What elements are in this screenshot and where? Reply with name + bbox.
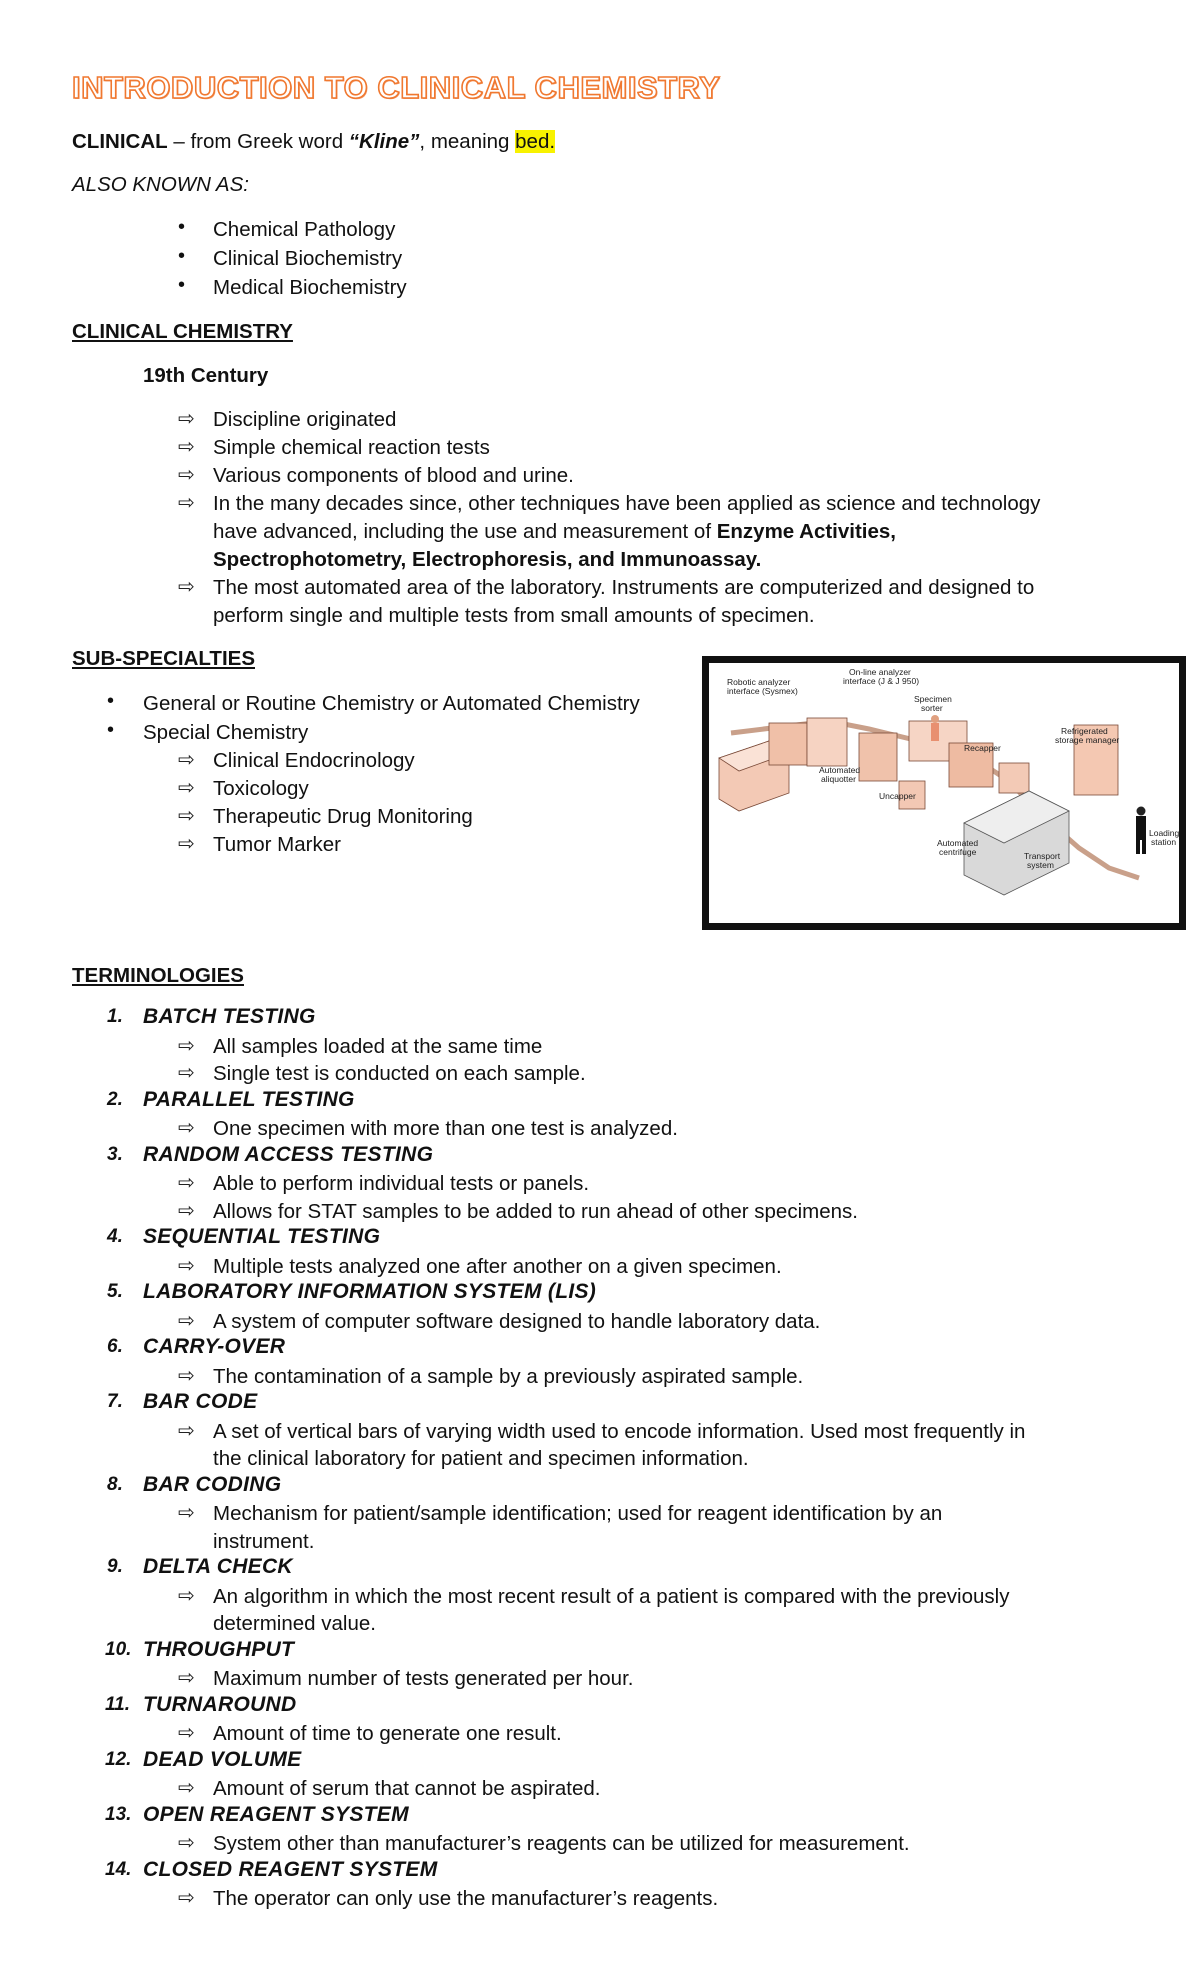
arrow-icon: ⇨ [178, 492, 195, 514]
arrow-icon: ⇨ [178, 1722, 195, 1744]
term-definition: Mechanism for patient/sample identification; used for reagent identification by an [213, 1502, 943, 1525]
term-number: 5. [107, 1281, 123, 1302]
term-number: 1. [107, 1006, 123, 1027]
term-definition: Maximum number of tests generated per hour. [213, 1667, 634, 1690]
term-name: SEQUENTIAL TESTING [143, 1225, 381, 1248]
term-definition-continued: instrument. [213, 1529, 315, 1553]
cc-point: Simple chemical reaction tests [213, 436, 490, 459]
term-definition: A set of vertical bars of varying width used to encode information. Used most frequently in [213, 1419, 1026, 1443]
term-number: 7. [107, 1391, 123, 1412]
arrow-icon: ⇨ [178, 1199, 195, 1222]
lab-automation-figure [702, 656, 1186, 930]
arrow-icon: ⇨ [178, 576, 195, 598]
term-name: TURNAROUND [143, 1692, 297, 1716]
arrow-icon: ⇨ [178, 1832, 195, 1854]
figure-label: sorter [921, 703, 943, 713]
term-name: BAR CODING [143, 1472, 282, 1496]
subspecialty-item: Special Chemistry [143, 721, 309, 744]
kline-word: “Kline” [348, 130, 420, 153]
term-definition: Able to perform individual tests or panels. [213, 1172, 590, 1195]
arrow-icon: ⇨ [178, 436, 195, 458]
figure-label: aliquotter [821, 774, 856, 784]
term-number: 6. [107, 1336, 123, 1357]
page-title: INTRODUCTION TO CLINICAL CHEMISTRY [72, 70, 721, 105]
term-name: DEAD VOLUME [143, 1747, 302, 1771]
figure-label: Specimen [914, 694, 952, 704]
term-number: 3. [107, 1143, 123, 1165]
cc-point: In the many decades since, other techniques have been applied as science and technology [213, 492, 1041, 515]
term-name: RANDOM ACCESS TESTING [143, 1142, 434, 1166]
figure-label: station [1151, 837, 1177, 847]
aka-label: ALSO KNOWN AS: [72, 173, 249, 196]
cc-point: The most automated area of the laboratory. Instruments are computerized and designed to [213, 576, 1035, 599]
bullet-icon: • [178, 216, 186, 238]
term-number: 8. [107, 1473, 123, 1495]
subspecialties-heading: SUB-SPECIALTIES [72, 647, 255, 670]
figure-label: Recapper [964, 743, 1001, 753]
term-definition: Single test is conducted on each sample. [213, 1062, 586, 1085]
term-definition: An algorithm in which the most recent result of a patient is compared with the previously [213, 1584, 1010, 1608]
arrow-icon: ⇨ [178, 1117, 195, 1139]
bullet-icon: • [178, 274, 186, 296]
figure-label: On-line analyzer [849, 667, 911, 677]
aka-item: Medical Biochemistry [213, 276, 407, 299]
term-number: 11. [105, 1693, 131, 1715]
term-name: DELTA CHECK [143, 1555, 293, 1578]
arrow-icon: ⇨ [178, 1254, 195, 1277]
figure-label: Transport [1024, 851, 1061, 861]
figure-label: interface (Sysmex) [727, 686, 798, 696]
figure-label: storage manager [1055, 735, 1120, 745]
bed-highlight: bed. [515, 130, 556, 153]
term-number: 4. [107, 1226, 123, 1247]
arrow-icon: ⇨ [178, 1309, 195, 1332]
term-name: CARRY-OVER [143, 1335, 286, 1358]
term-number: 10. [105, 1638, 132, 1660]
term-number: 13. [105, 1803, 132, 1825]
cc-point-continued: have advanced, including the use and measurement of Enzyme Activities, [213, 520, 896, 543]
aka-item: Chemical Pathology [213, 218, 396, 241]
arrow-icon: ⇨ [178, 1777, 195, 1799]
special-item: Clinical Endocrinology [213, 749, 415, 772]
bullet-icon: • [178, 245, 186, 267]
arrow-icon: ⇨ [178, 833, 195, 855]
meaning-text: , meaning [419, 130, 516, 153]
arrow-icon: ⇨ [178, 464, 195, 486]
figure-label: Automated [819, 765, 861, 775]
arrow-icon: ⇨ [178, 805, 195, 827]
special-item: Toxicology [213, 777, 309, 800]
arrow-icon: ⇨ [178, 1667, 195, 1689]
special-item: Therapeutic Drug Monitoring [213, 805, 473, 828]
figure-label: Loading [1149, 828, 1179, 838]
cc-point: Various components of blood and urine. [213, 464, 574, 487]
figure-label: Uncapper [879, 791, 916, 801]
term-definition: All samples loaded at the same time [213, 1034, 543, 1058]
bullet-icon: • [107, 719, 115, 741]
arrow-icon: ⇨ [178, 1584, 195, 1607]
term-definition: Allows for STAT samples to be added to run ahead of other specimens. [213, 1199, 858, 1223]
term-name: OPEN REAGENT SYSTEM [143, 1802, 409, 1826]
clinical-chemistry-heading: CLINICAL CHEMISTRY [72, 320, 293, 343]
term-definition: Amount of serum that cannot be aspirated. [213, 1777, 601, 1800]
aka-item: Clinical Biochemistry [213, 247, 403, 270]
arrow-icon: ⇨ [178, 1172, 195, 1194]
clinical-word: CLINICAL [72, 130, 168, 153]
term-definition-continued: determined value. [213, 1612, 376, 1635]
term-definition: Multiple tests analyzed one after another on a given specimen. [213, 1254, 782, 1278]
terminologies-heading: TERMINOLOGIES [72, 964, 244, 987]
figure-label: centrifuge [939, 847, 977, 857]
term-name: BAR CODE [143, 1390, 258, 1413]
arrow-icon: ⇨ [178, 1062, 195, 1084]
term-number: 12. [105, 1748, 132, 1770]
arrow-icon: ⇨ [178, 1419, 195, 1442]
figure-label: Refrigerated [1061, 726, 1108, 736]
arrow-icon: ⇨ [178, 1364, 195, 1387]
arrow-icon: ⇨ [178, 749, 195, 771]
term-definition-continued: the clinical laboratory for patient and specimen information. [213, 1447, 749, 1470]
term-name: BATCH TESTING [143, 1005, 316, 1028]
arrow-icon: ⇨ [178, 1887, 195, 1909]
term-number: 9. [107, 1556, 123, 1577]
term-definition: Amount of time to generate one result. [213, 1722, 562, 1745]
century-subheading: 19th Century [143, 364, 269, 387]
term-name: LABORATORY INFORMATION SYSTEM (LIS) [143, 1280, 597, 1303]
figure-label: Automated [937, 838, 979, 848]
term-number: 14. [105, 1858, 132, 1880]
arrow-icon: ⇨ [178, 408, 195, 430]
term-name: THROUGHPUT [143, 1637, 295, 1661]
intro-text: – from Greek word [167, 130, 349, 153]
term-definition: A system of computer software designed to handle laboratory data. [213, 1309, 821, 1333]
term-name: CLOSED REAGENT SYSTEM [143, 1857, 438, 1881]
special-item: Tumor Marker [213, 833, 341, 856]
intro-line [72, 128, 555, 156]
term-name: PARALLEL TESTING [143, 1087, 355, 1111]
cc-point-continued: perform single and multiple tests from small amounts of specimen. [213, 604, 815, 627]
arrow-icon: ⇨ [178, 1502, 195, 1524]
arrow-icon: ⇨ [178, 1034, 195, 1057]
term-definition: One specimen with more than one test is analyzed. [213, 1117, 678, 1140]
term-number: 2. [107, 1088, 123, 1110]
figure-label: Robotic analyzer [727, 677, 791, 687]
term-definition: The contamination of a sample by a previously aspirated sample. [213, 1364, 804, 1388]
subspecialty-item: General or Routine Chemistry or Automated Chemistry [143, 692, 640, 715]
cc-point: Discipline originated [213, 408, 397, 431]
cc-point-techniques: Spectrophotometry, Electrophoresis, and Immunoassay. [213, 548, 762, 571]
arrow-icon: ⇨ [178, 777, 195, 799]
term-definition: The operator can only use the manufacturer’s reagents. [213, 1887, 719, 1910]
bullet-icon: • [107, 690, 115, 712]
figure-label: interface (J & J 950) [843, 676, 920, 686]
figure-label: system [1027, 860, 1054, 870]
lab-automation-illustration [709, 663, 1179, 923]
term-definition: System other than manufacturer’s reagents can be utilized for measurement. [213, 1832, 910, 1855]
